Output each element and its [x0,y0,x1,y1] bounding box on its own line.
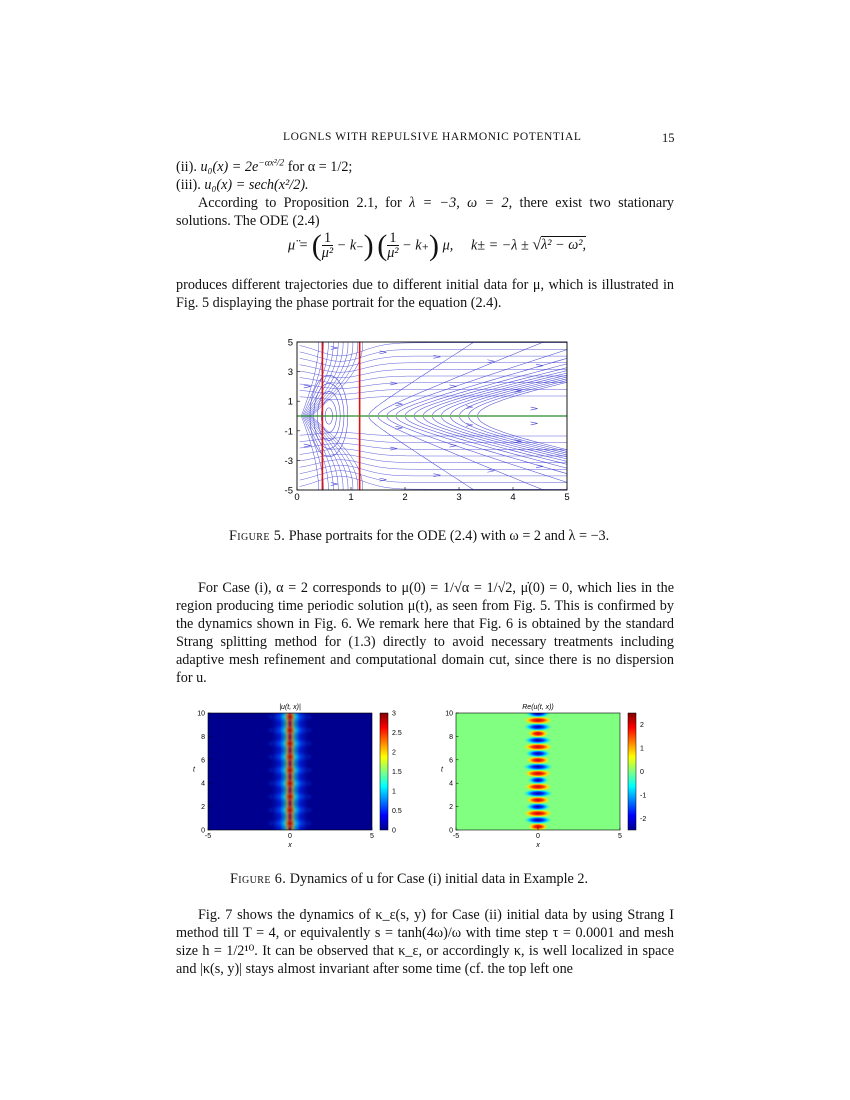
y-tick-label: 0 [449,827,453,835]
flow-arrow-8 [396,403,403,406]
trajectory-14 [432,333,580,415]
x-tick-label: 5 [370,833,374,840]
left-panel-title: |u(t, x)| [279,704,301,711]
trajectory-10 [414,333,580,415]
ridge-core-1 [284,805,296,815]
x-tick-label: 3 [456,492,462,503]
trajectory-23 [469,417,580,500]
trajectory-4 [387,333,580,415]
ridge-core-7 [284,725,296,735]
y-tick-label: 1 [287,396,293,408]
colorbar-tick-label: 0 [640,769,644,776]
colorbar-tick-label: 3 [392,710,396,718]
item-ii: (ii). $u_0(x) = 2e^{-\alpha x^2/2}$ for α = 1/2; [176,158,353,175]
flow-arrow-20 [466,423,473,426]
y-axis-label: t [193,766,195,774]
intro-text [176,158,674,230]
x-axis-label: x [288,842,292,849]
colorbar-tick-label: 2 [392,749,396,757]
colorbar-tick-label: -1 [640,792,647,800]
flow-arrow-11 [331,483,338,486]
y-tick-label: 4 [201,780,205,788]
x-tick-label: 0 [288,833,292,840]
colorbar-tick-label: -2 [640,815,647,823]
y-tick-label: -3 [284,455,293,467]
x-tick-label: 0 [294,492,300,503]
flow-arrow-17 [450,444,457,447]
trajectory-3 [378,417,568,500]
x-tick-label: 4 [510,492,516,503]
x-tick-label: -5 [204,833,212,840]
y-tick-label: 5 [287,337,293,349]
display-equation: μ̈ = ( $\frac{1}{\text{μ²}}$ − k₋) ( $\frac{1}{\text{μ²}}$ − k₊) μ, k± = −λ ± √λ² − ω², [288,229,587,262]
x-tick-label: 1 [348,492,354,503]
ridge-core-6 [284,739,296,749]
sweep-54 [300,369,570,377]
x-tick-label: 0 [536,833,540,840]
x-tick-label: 2 [402,492,408,503]
left-heatmap [208,711,372,830]
paragraph-case-i: For Case (i), α = 2 corresponds to μ(0) = 1/√α = 1/√2, μ̇(0) = 0, which lies in the region producing time periodic solution μ(t), as seen from Fig. 5. This is confirmed by the dynamics shown in Fig. 6. We remark here that Fig. 6 is obtained by the standard Strang splitting method for (1.3) directly to avoid necessary treatments including adaptive mesh refinement and computational domain cut, since there is no dispersion for u. [176,580,674,686]
y-tick-label: -1 [284,426,293,438]
colorbar-tick-label: 0 [392,827,396,835]
paragraph-fig7: Fig. 7 shows the dynamics of κ_ε(s, y) for Case (ii) initial data by using Strang I method till T = 4, or equivalently s = tanh(4ω)/ω with time step τ = 0.0001 and mesh size h = 1/2¹⁰. It can be observed that κ_ε, or accordingly κ, is well localized in space and |κ(s, y)| stays almost invariant after some time (cf. the top left one [176,907,674,977]
flow-arrow-9 [466,406,473,409]
colorbar-tick-label: 0.5 [392,808,402,815]
flow-arrow-6 [450,385,457,388]
sweep-55 [300,454,570,462]
left-colorbar [380,713,388,830]
trajectory-16 [441,333,580,415]
ridge-core-3 [284,778,296,788]
y-tick-label: 8 [201,733,205,741]
flow-arrow-4 [536,364,543,367]
trajectory-21 [460,417,580,500]
y-tick-label: 2 [201,804,205,812]
colorbar-tick-label: 2 [640,722,644,730]
trajectory-17 [441,417,580,500]
y-tick-label: -5 [284,485,293,497]
colorbar-tick-label: 1.5 [392,769,402,776]
flow-arrow-13 [433,474,440,477]
y-tick-label: 10 [445,710,453,718]
flow-arrow-0 [331,346,338,349]
dynamics-heatmaps [190,700,650,855]
y-tick-label: 2 [449,804,453,812]
ridge-core-0 [284,818,296,828]
figure6-caption: Figure 6. Dynamics of u for Case (i) initial data in Example 2. [230,871,589,887]
trajectory-15 [432,417,580,500]
colorbar-tick-label: 1 [640,745,644,753]
trajectory-18 [451,333,581,415]
y-tick-label: 4 [449,780,453,788]
flow-arrow-10 [531,407,538,410]
flow-arrow-21 [531,422,538,425]
y-axis-label: t [441,766,443,774]
figure5-caption: Figure 5. Phase portraits for the ODE (2.4) with ω = 2 and λ = −3. [229,528,610,544]
paragraph-trajectories: produces different trajectories due to different initial data for μ, which is illustrated in Fig. 5 displaying the phase portrait for the equation (2.4). [176,277,674,311]
y-tick-label: 6 [449,757,453,765]
trajectory-5 [387,417,580,500]
ridge-core-2 [284,792,296,802]
x-tick-label: 5 [564,492,570,503]
phase-portrait-chart [270,333,580,508]
ridge-core-5 [284,752,296,762]
x-tick-label: -5 [452,833,460,840]
trajectory-9 [405,417,580,500]
y-tick-label: 3 [287,367,293,379]
right-colorbar [628,713,636,830]
colorbar-tick-label: 1 [392,788,396,796]
trajectory-12 [423,333,580,415]
ridge-core-4 [284,765,296,775]
flow-arrow-2 [433,355,440,358]
y-tick-label: 0 [201,827,205,835]
running-title: LOGNLS WITH REPULSIVE HARMONIC POTENTIAL [283,131,582,143]
ridge-core-8 [284,712,296,722]
y-tick-label: 8 [449,733,453,741]
y-tick-label: 10 [197,710,205,718]
trajectory-13 [423,417,580,500]
y-tick-label: 6 [201,757,205,765]
colorbar-tick-label: 2.5 [392,730,402,737]
flow-arrow-19 [396,426,403,429]
right-heatmap [456,709,620,830]
page-number: 15 [662,131,675,145]
item-iii: (iii). u₀(x) = sech(x²/2). [176,177,309,193]
right-panel-title: Re(u(t, x)) [522,704,554,711]
trajectory-2 [378,333,568,415]
sweep-63 [300,432,570,436]
paragraph-proposition: According to Proposition 2.1, for λ = −3, ω = 2, there exist two stationary solutions. The ODE (2.4) [176,195,675,229]
flow-arrow-15 [536,465,543,468]
x-tick-label: 5 [618,833,622,840]
x-axis-label: x [536,842,540,849]
sweep-62 [300,396,570,400]
